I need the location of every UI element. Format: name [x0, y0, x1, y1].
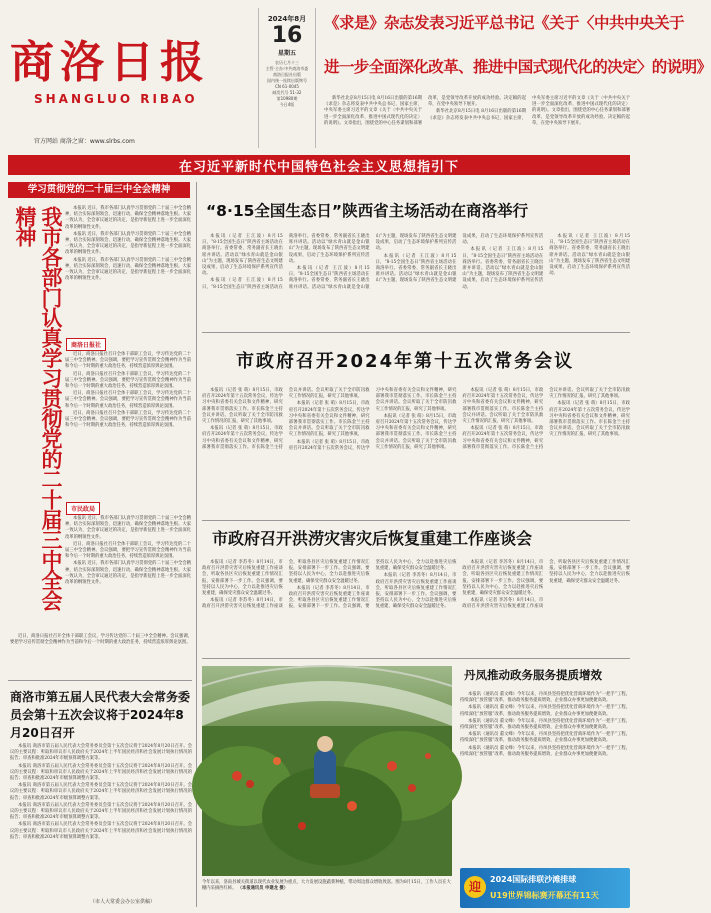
- story4-headline: 丹凤推动政务服务提质增效: [464, 668, 602, 682]
- banner: [8, 155, 630, 175]
- top-story-body: 新华社北京8月15日电 8月16日出版的第16期《求是》杂志将发表中共中央总书记、国家主席、中央军委主席习近平的文章《关于〈中共中央关于进一步全面深化改革、推进中国式现代化的决定〉的说明》。文章指出，围绕党的中心任务谋划和部署改革，是党领导改革开放的成功经验。决定稿的起草，在党中央领导下展开。 新华社北京8月15日电 8月16日出版的第16期《求是》杂志将发表中共中央总书记、国家主席、中央军委主席习近平的文章《关于〈中共中央关于进一步全面深化改革、推进中国式现代化的决定〉的说明》。文章指出，围绕党的中心任务谋划和部署改革，是党领导改革开放的成功经验。决定稿的起草，在党中央领导下展开。: [324, 96, 630, 126]
- story3-body: 本报讯（记者 李苏冬）8月14日，市政府召开洪涝灾害灾后恢复重建工作座谈会，听取各县区灾后恢复重建工作情况汇报，安排部署下一步工作。会议强调，要坚持以人民为中心，全力以赴推进灾后恢复重建，确保受灾群众安全温暖过冬。 本报讯（记者 李苏冬）8月14日，市政府召开洪涝灾害灾后恢复重建工作座谈会，听取各县区灾后恢复重建工作情况汇报，安排部署下一步工作。会议强调，要坚持以人民为中心，全力以赴推进灾后恢复重建，确保受灾群众安全温暖过冬。 本报讯（记者 李苏冬）8月14日，市政府召开洪涝灾害灾后恢复重建工作座谈会，听取各县区灾后恢复重建工作情况汇报，安排部署下一步工作。会议强调，要坚持以人民为中心，全力以赴推进灾后恢复重建，确保受灾群众安全温暖过冬。 本报讯（记者 李苏冬）8月14日，市政府召开洪涝灾害灾后恢复重建工作座谈会，听取各县区灾后恢复重建工作情况汇报，安排部署下一步工作。会议强调，要坚持以人民为中心，全力以赴推进灾后恢复重建，确保受灾群众安全温暖过冬。 本报讯（记者 李苏冬）8月14日，市政府召开洪涝灾害灾后恢复重建工作座谈会，听取各县区灾后恢复重建工作情况汇报，安排部署下一步工作。会议强调，要坚持以人民为中心，全力以赴推进灾后恢复重建，确保受灾群众安全温暖过冬。 本报讯（记者 李苏冬）8月14日，市政府召开洪涝灾害灾后恢复重建工作座谈会，听取各县区灾后恢复重建工作情况汇报，安排部署下一步工作。会议强调，要坚持以人民为中心，全力以赴推进灾后恢复重建，确保受灾群众安全温暖过冬。: [202, 560, 630, 610]
- photo-credit: （本报通讯员 申建龙 摄）: [237, 886, 289, 891]
- left-body-3: 本报讯 近日，我市各部门认真学习贯彻党的二十届三中全会精神，结合实际深刻领会，迅速行动，确保全会精神落地生根。大家一致认为，全会审议通过的决定，是指导新征程上进一步全面深化改革的纲领性文件。 近日，商洛日报社召开全体干部职工会议，学习传达党的二十届三中全会精神。会议强调，要把学习宣传贯彻全会精神作为当前和今后一个时期的重大政治任务，持续营造浓厚舆论氛围。 本报讯 近日，我市各部门认真学习贯彻党的二十届三中全会精神，结合实际深刻领会，迅速行动，确保全会精神落地生根。大家一致认为，全会审议通过的决定，是指导新征程上进一步全面深化改革的纲领性文件。: [65, 516, 191, 586]
- volleyball-ad[interactable]: [460, 868, 630, 908]
- ad-badge: 迎: [464, 876, 486, 898]
- left-headline: 我市各部门认真学习贯彻党的二十届三中全会精神: [13, 206, 63, 611]
- story4-body: 本报讯（通讯员 董文峰）今年以来，丹凤县坚持把优化营商环境作为“一把手”工程，持续深化“放管服”改革，推动政务服务提质增效，企业群众办事更加便捷高效。 本报讯（通讯员 董文峰）今年以来，丹凤县坚持把优化营商环境作为“一把手”工程，持续深化“放管服”改革，推动政务服务提质增效，企业群众办事更加便捷高效。 本报讯（通讯员 董文峰）今年以来，丹凤县坚持把优化营商环境作为“一把手”工程，持续深化“放管服”改革，推动政务服务提质增效，企业群众办事更加便捷高效。 本报讯（通讯员 董文峰）今年以来，丹凤县坚持把优化营商环境作为“一把手”工程，持续深化“放管服”改革，推动政务服务提质增效，企业群众办事更加便捷高效。 本报讯（通讯员 董文峰）今年以来，丹凤县坚持把优化营商环境作为“一把手”工程，持续深化“放管服”改革，推动政务服务提质增效，企业群众办事更加便捷高效。: [460, 692, 630, 757]
- divider: [202, 520, 630, 521]
- date-box: [258, 8, 316, 148]
- top-story-headline-line2: 进一步全面深化改革、推进中国式现代化的决定〉的说明》: [324, 58, 711, 76]
- ad-line1: 2024国际排联沙滩排球: [490, 875, 577, 884]
- story2-body: 本报讯（记者 张 萌）8月15日，市政府召开2024年第十五次常务会议，传达学习中央和省委有关会议和文件精神，研究部署我市贯彻落实工作。市长陈金兰主持会议并讲话。会议听取了关于全市防汛救灾工作情况的汇报，研究了其他事项。 本报讯（记者 张 萌）8月15日，市政府召开2024年第十五次常务会议，传达学习中央和省委有关会议和文件精神，研究部署我市贯彻落实工作。市长陈金兰主持会议并讲话。会议听取了关于全市防汛救灾工作情况的汇报，研究了其他事项。 本报讯（记者 张 萌）8月15日，市政府召开2024年第十五次常务会议，传达学习中央和省委有关会议和文件精神，研究部署我市贯彻落实工作。市长陈金兰主持会议并讲话。会议听取了关于全市防汛救灾工作情况的汇报，研究了其他事项。 本报讯（记者 张 萌）8月15日，市政府召开2024年第十五次常务会议，传达学习中央和省委有关会议和文件精神，研究部署我市贯彻落实工作。市长陈金兰主持会议并讲话。会议听取了关于全市防汛救灾工作情况的汇报，研究了其他事项。 本报讯（记者 张 萌）8月15日，市政府召开2024年第十五次常务会议，传达学习中央和省委有关会议和文件精神，研究部署我市贯彻落实工作。市长陈金兰主持会议并讲话。会议听取了关于全市防汛救灾工作情况的汇报，研究了其他事项。 本报讯（记者 张 萌）8月15日，市政府召开2024年第十五次常务会议，传达学习中央和省委有关会议和文件精神，研究部署我市贯彻落实工作。市长陈金兰主持会议并讲话。会议听取了关于全市防汛救灾工作情况的汇报，研究了其他事项。 本报讯（记者 张 萌）8月15日，市政府召开2024年第十五次常务会议，传达学习中央和省委有关会议和文件精神，研究部署我市贯彻落实工作。市长陈金兰主持会议并讲话。会议听取了关于全市防汛救灾工作情况的汇报，研究了其他事项。 本报讯（记者 张 萌）8月15日，市政府召开2024年第十五次常务会议，传达学习中央和省委有关会议和文件精神，研究部署我市贯彻落实工作。市长陈金兰主持会议并讲话。会议听取了关于全市防汛救灾工作情况的汇报，研究了其他事项。: [202, 388, 630, 451]
- story1-headline: “8·15全国生态日”陕西省主场活动在商洛举行: [206, 202, 529, 220]
- info-line: 今日4版: [279, 102, 295, 107]
- top-story-headline-line1: 《求是》杂志发表习近平总书记《关于〈中共中央关于: [324, 14, 685, 32]
- story3-headline: 市政府召开洪涝灾害灾后恢复重建工作座谈会: [212, 529, 533, 548]
- lower-left-headline: 商洛市第五届人民代表大会常务委员会第十五次会议将于2024年8月20日召开: [10, 690, 191, 740]
- masthead-logo: 商洛日报: [10, 37, 210, 88]
- divider: [202, 332, 630, 333]
- website-link[interactable]: 官方网站 商洛之窗：www.slrbs.com: [34, 138, 135, 145]
- greenhouse-photo: [202, 666, 452, 876]
- lower-left-body: 本报讯 商洛市第五届人民代表大会常务委员会第十五次会议将于2024年8月20日召开。会议的主要议程：听取和审议市人民政府关于2024年上半年国民经济和社会发展计划执行情况的报告；审查和批准2024年市级预算调整方案等。 本报讯 商洛市第五届人民代表大会常务委员会第十五次会议将于2024年8月20日召开。会议的主要议程：听取和审议市人民政府关于2024年上半年国民经济和社会发展计划执行情况的报告；审查和批准2024年市级预算调整方案等。 本报讯 商洛市第五届人民代表大会常务委员会第十五次会议将于2024年8月20日召开。会议的主要议程：听取和审议市人民政府关于2024年上半年国民经济和社会发展计划执行情况的报告；审查和批准2024年市级预算调整方案等。 本报讯 商洛市第五届人民代表大会常务委员会第十五次会议将于2024年8月20日召开。会议的主要议程：听取和审议市人民政府关于2024年上半年国民经济和社会发展计划执行情况的报告；审查和批准2024年市级预算调整方案等。 本报讯 商洛市第五届人民代表大会常务委员会第十五次会议将于2024年8月20日召开。会议的主要议程：听取和审议市人民政府关于2024年上半年国民经济和社会发展计划执行情况的报告；审查和批准2024年市级预算调整方案等。: [10, 744, 192, 840]
- photo-caption-text: 今年以来，洛南县城关街道以现代农业发展为重点，大力发展设施蔬菜种植，带动周边群众增收致富。图为8月15日，工作人员在大棚内采摘西红柿。: [202, 880, 451, 891]
- photo-caption: [202, 880, 452, 908]
- left-body: 本报讯 近日，我市各部门认真学习贯彻党的二十届三中全会精神，结合实际深刻领会，迅速行动，确保全会精神落地生根。大家一致认为，全会审议通过的决定，是指导新征程上进一步全面深化改革的纲领性文件。 本报讯 近日，我市各部门认真学习贯彻党的二十届三中全会精神，结合实际深刻领会，迅速行动，确保全会精神落地生根。大家一致认为，全会审议通过的决定，是指导新征程上进一步全面深化改革的纲领性文件。 本报讯 近日，我市各部门认真学习贯彻党的二十届三中全会精神，结合实际深刻领会，迅速行动，确保全会精神落地生根。大家一致认为，全会审议通过的决定，是指导新征程上进一步全面深化改革的纲领性文件。: [65, 206, 191, 282]
- section-title: 学习贯彻党的二十届三中全会精神: [8, 182, 190, 198]
- info-line: 农历七月十三: [275, 60, 299, 65]
- info-line: 邮发代号 51-32: [272, 90, 302, 95]
- info-line: 主管·主办:中共商洛市委: [265, 66, 309, 71]
- weekday: 星期五: [277, 50, 296, 57]
- divider: [8, 680, 192, 681]
- greenhouse-photo-image: [202, 666, 452, 876]
- section-label: 商洛日报社: [66, 338, 106, 351]
- banner-text: 在习近平新时代中国特色社会主义思想指引下: [178, 159, 459, 175]
- left-body-2: 近日，商洛日报社召开全体干部职工会议，学习传达党的二十届三中全会精神。会议强调，要把学习宣传贯彻全会精神作为当前和今后一个时期的重大政治任务，持续营造浓厚舆论氛围。 近日，商洛日报社召开全体干部职工会议，学习传达党的二十届三中全会精神。会议强调，要把学习宣传贯彻全会精神作为当前和今后一个时期的重大政治任务，持续营造浓厚舆论氛围。 近日，商洛日报社召开全体干部职工会议，学习传达党的二十届三中全会精神。会议强调，要把学习宣传贯彻全会精神作为当前和今后一个时期的重大政治任务，持续营造浓厚舆论氛围。 近日，商洛日报社召开全体干部职工会议，学习传达党的二十届三中全会精神。会议强调，要把学习宣传贯彻全会精神作为当前和今后一个时期的重大政治任务，持续营造浓厚舆论氛围。: [65, 352, 191, 429]
- date-month: 2024年8月: [267, 15, 307, 23]
- info-line: 商洛日报社出版: [273, 72, 301, 77]
- ad-line2: U19世界锦标赛开幕还有11天: [490, 891, 599, 900]
- info-line: 国内统一连续出版物号: [267, 78, 307, 83]
- masthead-logo-en: SHANGLUO RIBAO: [34, 92, 198, 106]
- info-line: 第10980期: [276, 96, 298, 101]
- info-line: CN 61-0045: [275, 84, 299, 89]
- section-label: 市民政局: [66, 502, 100, 515]
- lower-left-signature: （市人大常委会办公室供稿）: [90, 899, 156, 905]
- left-body-4: 近日，商洛日报社召开全体干部职工会议，学习传达党的二十届三中全会精神。会议强调，要把学习宣传贯彻全会精神作为当前和今后一个时期的重大政治任务，持续营造浓厚舆论氛围。: [10, 634, 192, 646]
- story1-body: 本报讯（记者 王江波）8月15日，“8·15全国生态日”陕西省主场活动在商洛举行。省委常委、常务副省长王晓出席并讲话。活动以“绿水青山就是金山银山”为主题，现场发布了陕西省生态文明建设成果，启动了生态环境保护系列宣传活动。 本报讯（记者 王江波）8月15日，“8·15全国生态日”陕西省主场活动在商洛举行。省委常委、常务副省长王晓出席并讲话。活动以“绿水青山就是金山银山”为主题，现场发布了陕西省生态文明建设成果，启动了生态环境保护系列宣传活动。 本报讯（记者 王江波）8月15日，“8·15全国生态日”陕西省主场活动在商洛举行。省委常委、常务副省长王晓出席并讲话。活动以“绿水青山就是金山银山”为主题，现场发布了陕西省生态文明建设成果，启动了生态环境保护系列宣传活动。 本报讯（记者 王江波）8月15日，“8·15全国生态日”陕西省主场活动在商洛举行。省委常委、常务副省长王晓出席并讲话。活动以“绿水青山就是金山银山”为主题，现场发布了陕西省生态文明建设成果，启动了生态环境保护系列宣传活动。 本报讯（记者 王江波）8月15日，“8·15全国生态日”陕西省主场活动在商洛举行。省委常委、常务副省长王晓出席并讲话。活动以“绿水青山就是金山银山”为主题，现场发布了陕西省生态文明建设成果，启动了生态环境保护系列宣传活动。 本报讯（记者 王江波）8月15日，“8·15全国生态日”陕西省主场活动在商洛举行。省委常委、常务副省长王晓出席并讲话。活动以“绿水青山就是金山银山”为主题，现场发布了陕西省生态文明建设成果，启动了生态环境保护系列宣传活动。: [202, 234, 630, 290]
- masthead: [8, 8, 711, 148]
- date-day: 16: [271, 23, 303, 48]
- story2-headline: 市政府召开2024年第十五次常务会议: [236, 351, 575, 372]
- divider: [202, 658, 630, 659]
